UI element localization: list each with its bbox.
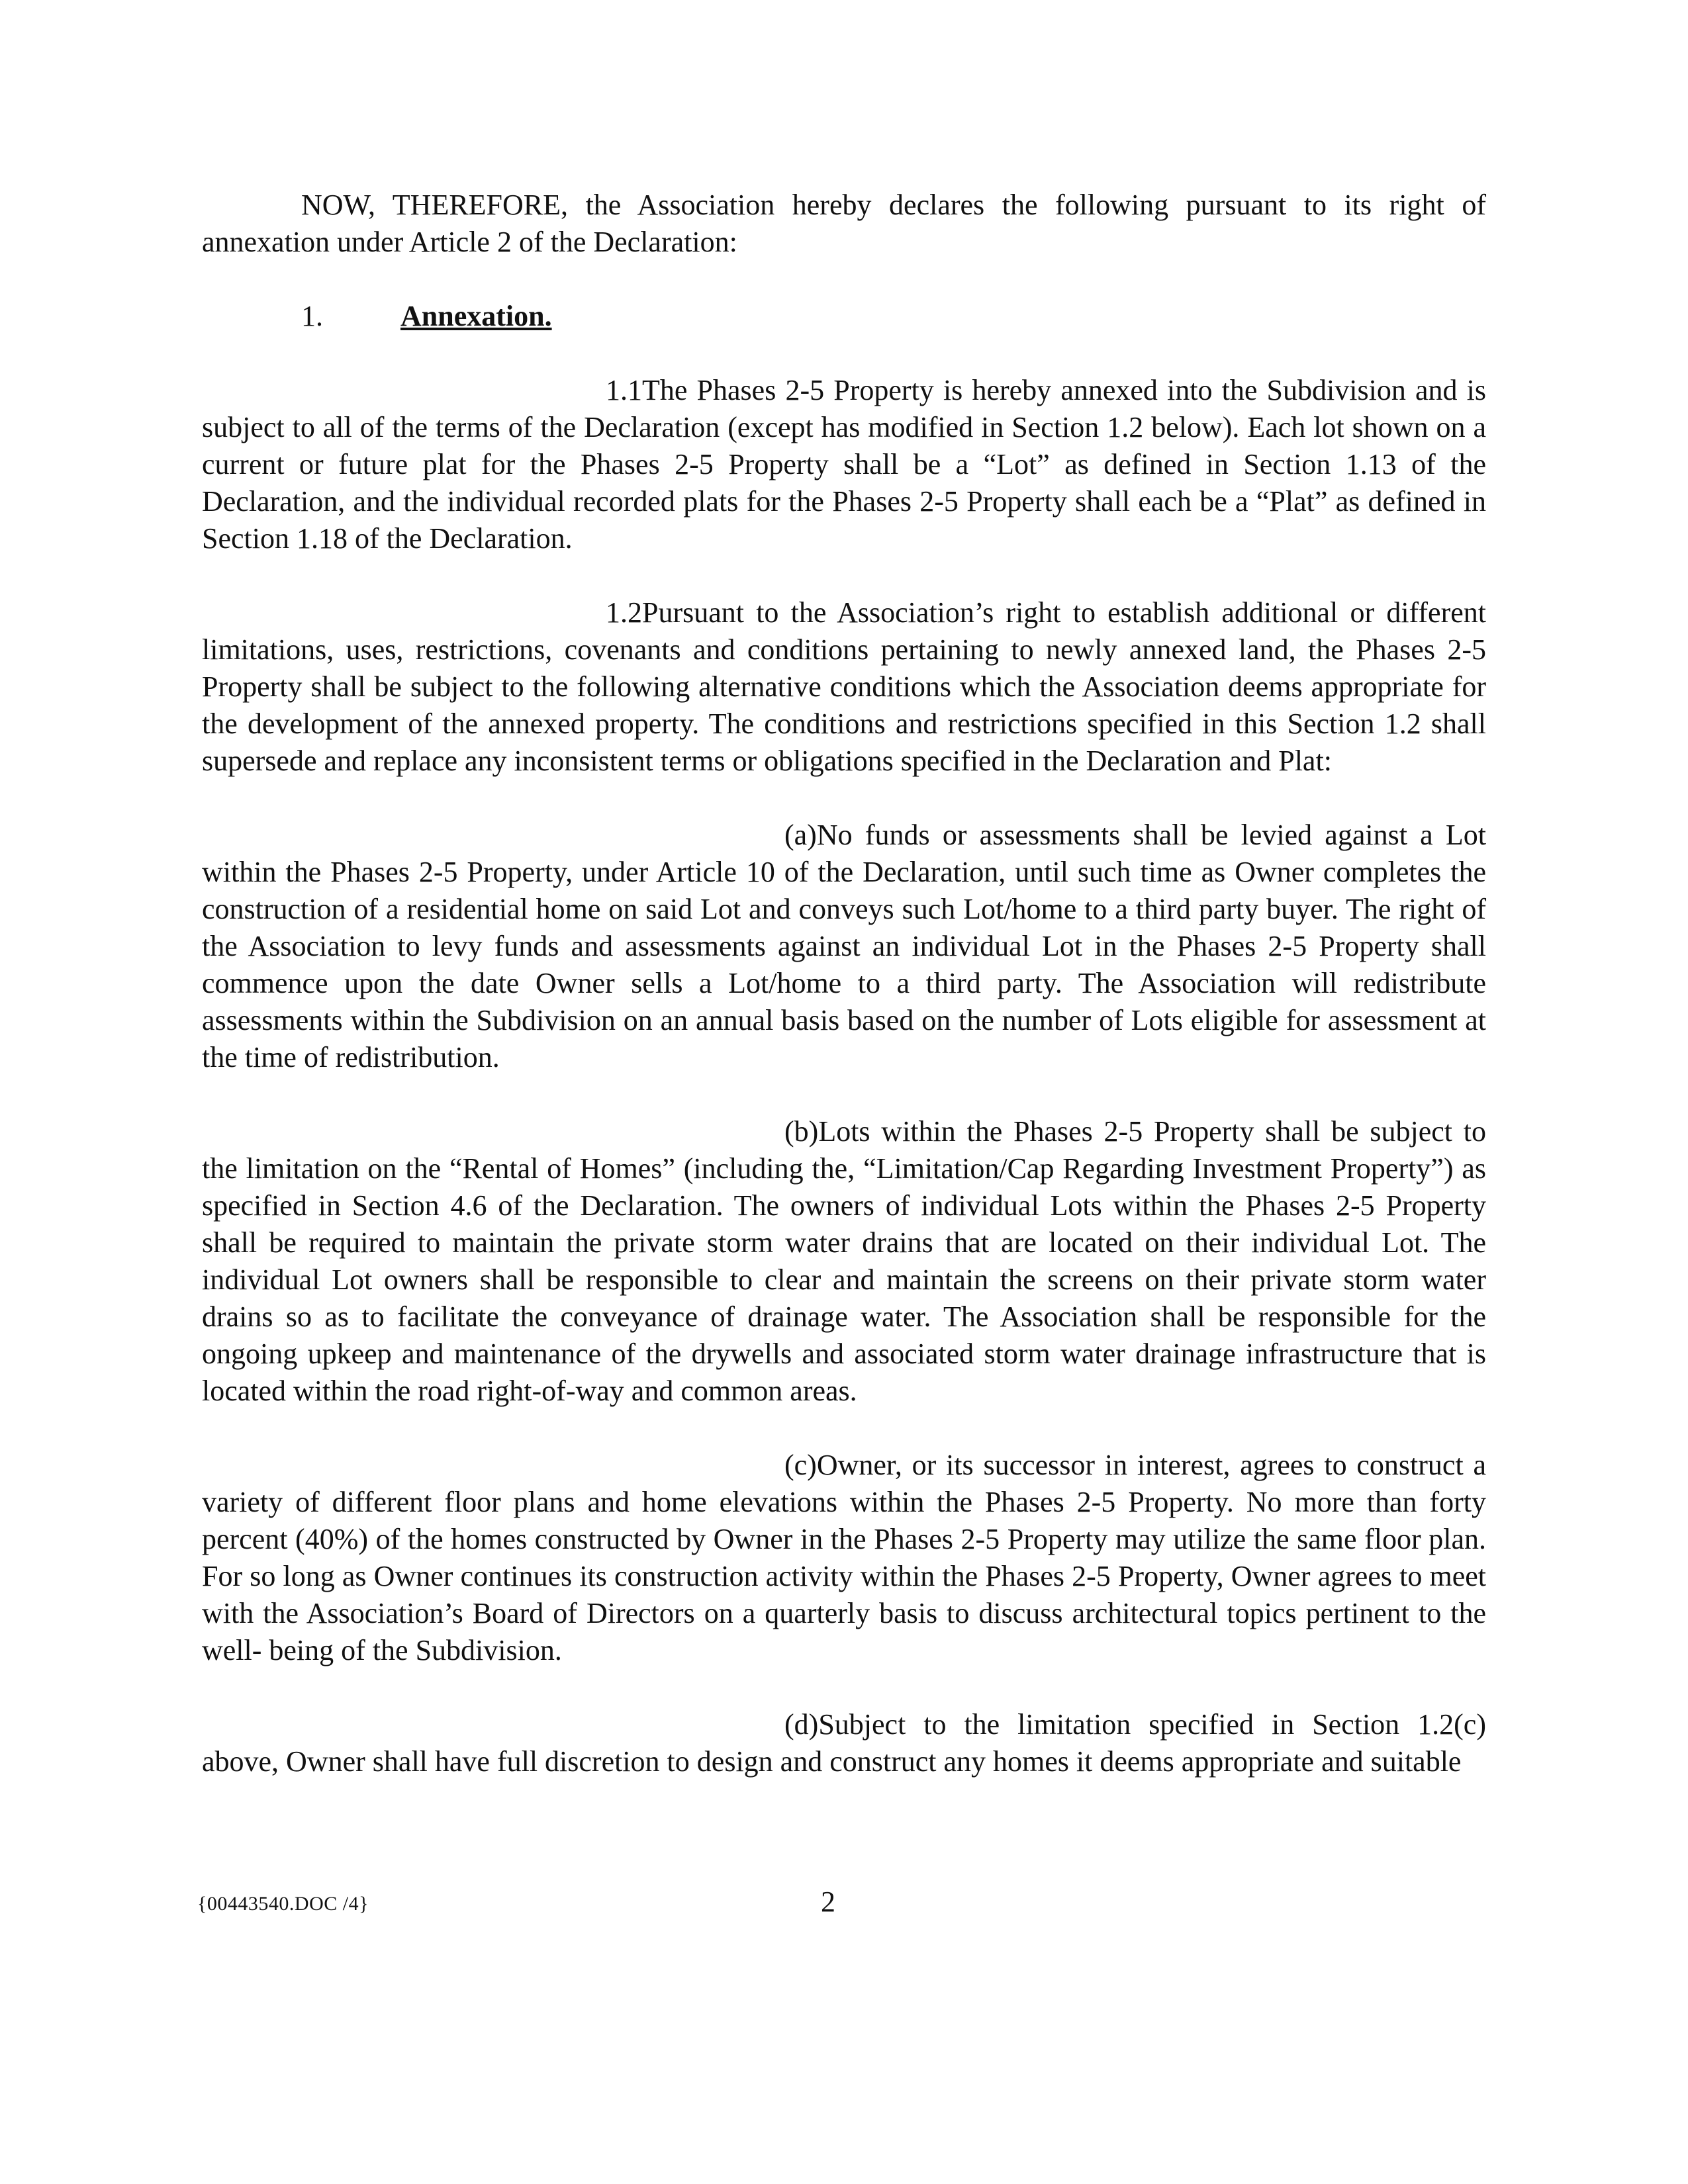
document-body: [202, 187, 1486, 1817]
paragraph-c: [202, 1447, 1486, 1669]
paragraph-1-2: [202, 594, 1486, 780]
paragraph-number: (d): [784, 1708, 819, 1741]
paragraph-d: [202, 1706, 1486, 1780]
footer-page-number: 2: [821, 1886, 835, 1918]
section-number: 1.: [301, 300, 323, 332]
paragraph-number: 1.2: [606, 596, 642, 629]
intro-text: NOW, THEREFORE, the Association hereby declares the following pursuant to its right of annexation under Article 2 of the Declaration:: [202, 189, 1486, 258]
paragraph-text: Lots within the Phases 2-5 Property shall be subject to the limitation on the “Rental of Homes” (including the, “Limitation/Cap Regarding Investment Property”) as specified in Section 4.6 of the Declaration. The owners of individual Lots within the Phases 2-5 Property shall be required to maintain the private storm water drains that are located on their individual Lot. The individual Lot owners shall be responsible to clear and maintain the screens on their private storm water drains so as to facilitate the conveyance of drainage water. The Association shall be responsible for the ongoing upkeep and maintenance of the drywells and associated storm water drainage infrastructure that is located within the road right-of-way and common areas.: [202, 1115, 1486, 1407]
paragraph-b: [202, 1113, 1486, 1410]
paragraph-number: (a): [784, 819, 817, 851]
paragraph-1-1: [202, 372, 1486, 557]
footer-document-id: {00443540.DOC /4}: [197, 1893, 369, 1915]
paragraph-number: (b): [784, 1115, 819, 1148]
paragraph-text: The Phases 2-5 Property is hereby annexed into the Subdivision and is subject to all of the terms of the Declaration (except has modified in Section 1.2 below). Each lot shown on a current or future plat for the Phases 2-5 Property shall be a “Lot” as defined in Section 1.13 of the Declaration, and the individual recorded plats for the Phases 2-5 Property shall each be a “Plat” as defined in Section 1.18 of the Declaration.: [202, 374, 1486, 555]
paragraph-a: [202, 817, 1486, 1076]
intro-paragraph: [202, 187, 1486, 261]
paragraph-text: Subject to the limitation specified in Section 1.2(c) above, Owner shall have full discretion to design and construct any homes it deems appropriate and suitable: [202, 1708, 1486, 1778]
section-title: Annexation.: [400, 300, 552, 332]
paragraph-text: Pursuant to the Association’s right to establish additional or different limitations, uses, restrictions, covenants and conditions pertaining to newly annexed land, the Phases 2-5 Property shall be subject to the following alternative conditions which the Association deems appropriate for the development of the annexed property. The conditions and restrictions specified in this Section 1.2 shall supersede and replace any inconsistent terms or obligations specified in the Declaration and Plat:: [202, 596, 1486, 777]
section-heading: [202, 298, 1486, 335]
paragraph-text: No funds or assessments shall be levied against a Lot within the Phases 2-5 Property, under Article 10 of the Declaration, until such time as Owner completes the construction of a residential home on said Lot and conveys such Lot/home to a third party buyer. The right of the Association to levy funds and assessments against an individual Lot in the Phases 2-5 Property shall commence upon the date Owner sells a Lot/home to a third party. The Association will redistribute assessments within the Subdivision on an annual basis based on the number of Lots eligible for assessment at the time of redistribution.: [202, 819, 1486, 1073]
paragraph-number: 1.1: [606, 374, 642, 406]
paragraph-text: Owner, or its successor in interest, agrees to construct a variety of different floor plans and home elevations within the Phases 2-5 Property. No more than forty percent (40%) of the homes constructed by Owner in the Phases 2-5 Property may utilize the same floor plan. For so long as Owner continues its construction activity within the Phases 2-5 Property, Owner agrees to meet with the Association’s Board of Directors on a quarterly basis to discuss architectural topics pertinent to the well- being of the Subdivision.: [202, 1449, 1486, 1666]
paragraph-number: (c): [784, 1449, 817, 1481]
